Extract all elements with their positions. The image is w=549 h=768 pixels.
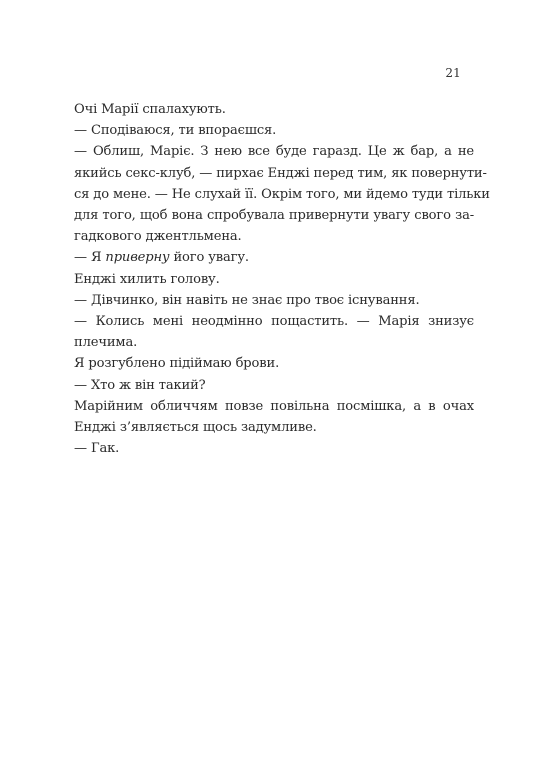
text-line: — Облиш, Маріє. З нею все буде гаразд. Це ж бар, а не	[74, 144, 474, 160]
text-line: для того, щоб вона спробувала привернути увагу свого за-	[74, 208, 474, 224]
text-line: Очі Марії спалахують.	[74, 102, 226, 117]
page-number: 21	[445, 66, 461, 80]
emphasized-word: приверну	[105, 250, 170, 266]
text-line: Марійним обличчям повзе повільна посмішка, а в очах	[74, 398, 474, 414]
text-segment: — Я	[74, 250, 106, 266]
text-segment: його увагу.	[169, 250, 249, 266]
text-line: Енджі хилить голову.	[74, 271, 220, 287]
text-line: — Хто ж він такий?	[74, 377, 206, 393]
text-line: — Гак.	[74, 441, 120, 457]
text-line: — Колись мені неодмінно пощастить. — Марія знизує	[74, 314, 474, 330]
text-line: — Сподіваюся, ти впораєшся.	[74, 123, 277, 139]
text-line: якийсь секс-клуб, — пирхає Енджі перед тим, як повернути-	[74, 165, 487, 181]
text-line-with-emphasis	[74, 247, 474, 268]
page-body-text	[74, 99, 490, 459]
text-line: плечима.	[74, 335, 138, 351]
text-line: — Дівчинко, він навіть не знає про твоє існування.	[74, 292, 420, 308]
text-line: Я розгублено підіймаю брови.	[74, 356, 280, 372]
text-line: ся до мене. — Не слухай її. Окрім того, ми йдемо туди тільки	[74, 186, 490, 202]
text-line: Енджі з’являється щось задумливе.	[74, 420, 317, 436]
text-line: гадкового джентльмена.	[74, 229, 242, 245]
